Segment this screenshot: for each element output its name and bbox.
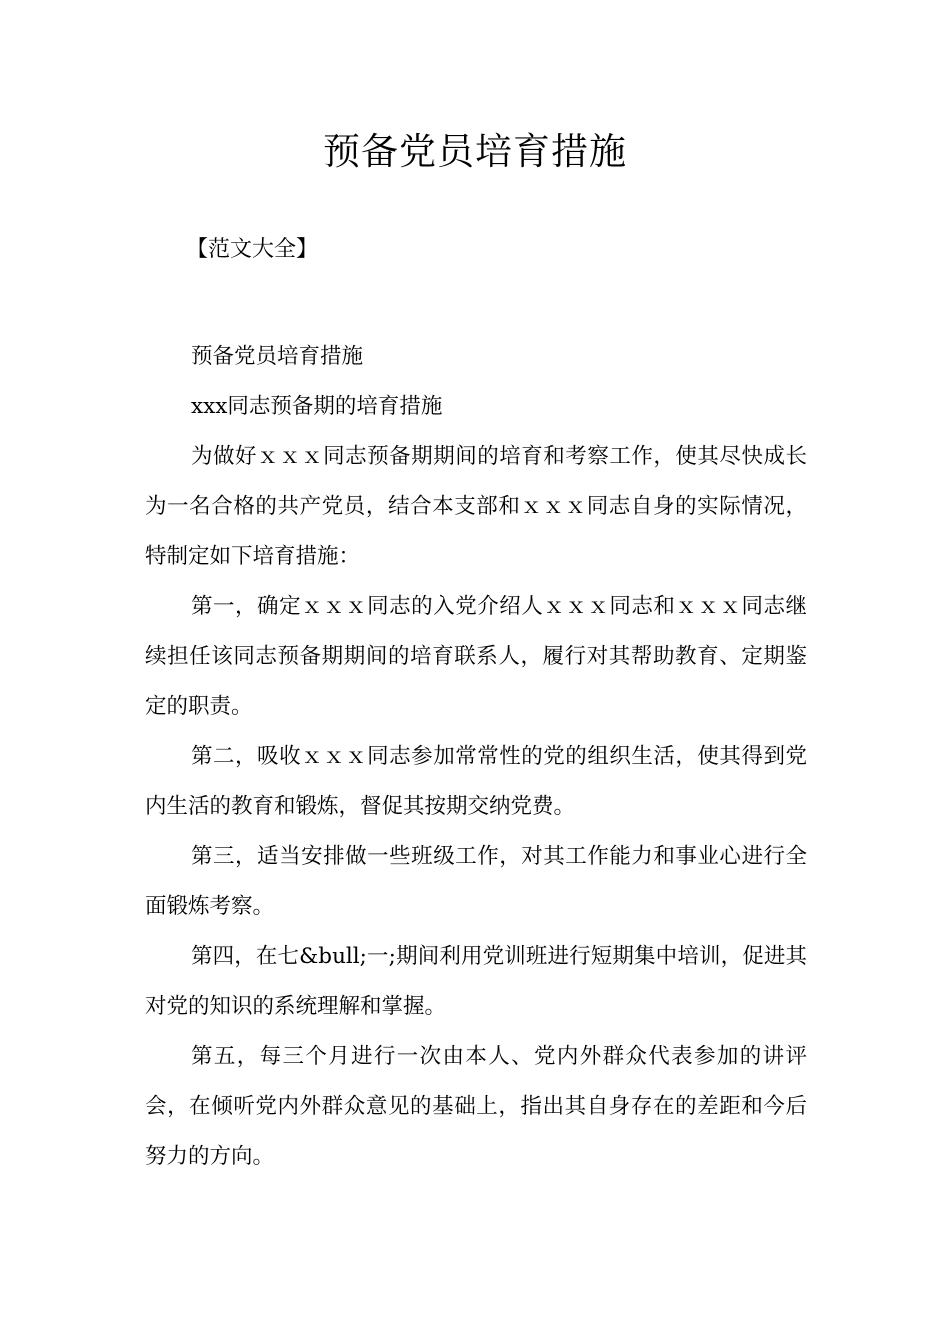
document-category-tag: 【范文大全】 — [186, 237, 319, 262]
paragraph-measure-4: 第四，在七&bull;一;期间利用党训班进行短期集中培训，促进其对党的知识的系统理解和掌握。 — [145, 944, 807, 1019]
paragraph-measure-5: 第五，每三个月进行一次由本人、党内外群众代表参加的讲评会，在倾听党内外群众意见的基础上，指出其自身存在的差距和今后努力的方向。 — [145, 1044, 807, 1169]
paragraph-measure-3: 第三，适当安排做一些班级工作，对其工作能力和事业心进行全面锻炼考察。 — [145, 844, 807, 919]
paragraph-intro: 为做好ｘｘｘ同志预备期期间的培育和考察工作，使其尽快成长为一名合格的共产党员，结合本支部和ｘｘｘ同志自身的实际情况，特制定如下培育措施： — [145, 444, 807, 569]
document-title: 预备党员培育措施 — [323, 130, 627, 173]
paragraph-subheading: xxx同志预备期的培育措施 — [191, 394, 443, 419]
paragraph-heading: 预备党员培育措施 — [191, 344, 364, 369]
paragraph-measure-1: 第一，确定ｘｘｘ同志的入党介绍人ｘｘｘ同志和ｘｘｘ同志继续担任该同志预备期期间的培育联系人，履行对其帮助教育、定期鉴定的职责。 — [145, 594, 807, 719]
paragraph-measure-2: 第二，吸收ｘｘｘ同志参加常常性的党的组织生活，使其得到党内生活的教育和锻炼，督促其按期交纳党费。 — [145, 744, 807, 819]
document-body — [145, 332, 807, 1182]
